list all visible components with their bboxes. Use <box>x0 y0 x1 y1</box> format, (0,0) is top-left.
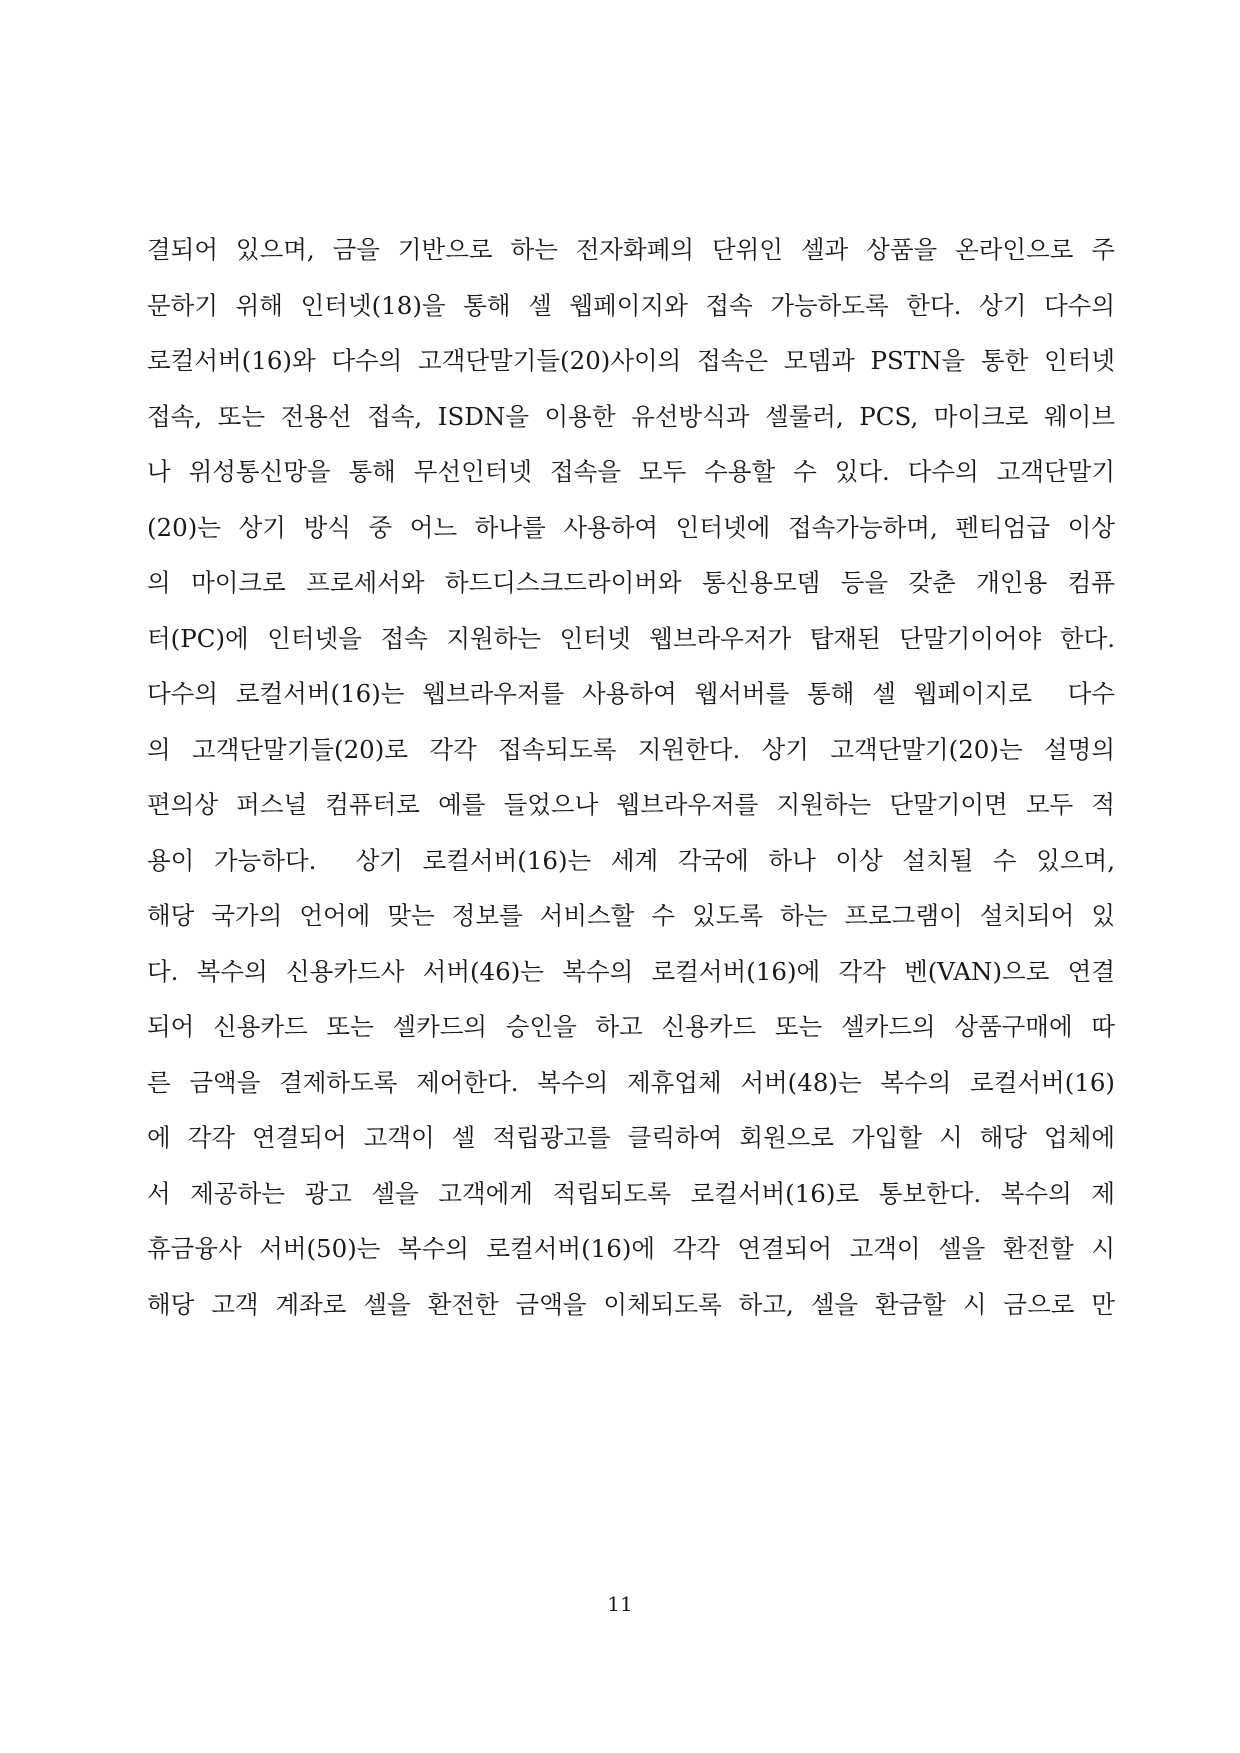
text-line: 른 금액을 결제하도록 제어한다. 복수의 제휴업체 서버(48)는 복수의 로컬서버(16) <box>147 1067 1115 1097</box>
text-line: 의 고객단말기들(20)로 각각 접속되도록 지원한다. 상기 고객단말기(20)는 설명의 <box>147 734 1115 764</box>
text-line: 휴금융사 서버(50)는 복수의 로컬서버(16)에 각각 연결되어 고객이 셀을 환전할 시 <box>147 1234 1115 1263</box>
body-text <box>147 222 1115 1332</box>
text-line: 로컬서버(16)와 다수의 고객단말기들(20)사이의 접속은 모뎀과 PSTN을 통한 인터넷 <box>147 346 1115 375</box>
text-line: 서 제공하는 광고 셀을 고객에게 적립되도록 로컬서버(16)로 통보한다. 복수의 제 <box>147 1178 1115 1208</box>
text-line: 접속, 또는 전용선 접속, ISDN을 이용한 유선방식과 셀룰러, PCS, 마이크로 웨이브 <box>147 401 1115 431</box>
text-line: 해당 고객 계좌로 셀을 환전한 금액을 이체되도록 하고, 셀을 환금할 시 금으로 만 <box>147 1289 1115 1319</box>
text-line: 편의상 퍼스널 컴퓨터로 예를 들었으나 웹브라우저를 지원하는 단말기이면 모두 적 <box>147 790 1115 819</box>
text-line: 다수의 로컬서버(16)는 웹브라우저를 사용하여 웹서버를 통해 셀 웹페이지로 다수 <box>147 679 1115 708</box>
text-line: 다. 복수의 신용카드사 서버(46)는 복수의 로컬서버(16)에 각각 벤(VAN)으로 연결 <box>147 956 1115 986</box>
text-line: 되어 신용카드 또는 셀카드의 승인을 하고 신용카드 또는 셀카드의 상품구매에 따 <box>147 1012 1115 1041</box>
text-line: 결되어 있으며, 금을 기반으로 하는 전자화폐의 단위인 셀과 상품을 온라인으로 주 <box>147 235 1115 264</box>
page-number: 11 <box>607 1592 633 1616</box>
text-line: 문하기 위해 인터넷(18)을 통해 셀 웹페이지와 접속 가능하도록 한다. 상기 다수의 <box>147 290 1115 320</box>
text-line: 나 위성통신망을 통해 무선인터넷 접속을 모두 수용할 수 있다. 다수의 고객단말기 <box>147 457 1115 486</box>
text-line: 용이 가능하다. 상기 로컬서버(16)는 세계 각국에 하나 이상 설치될 수 있으며, <box>147 845 1115 875</box>
text-line: 의 마이크로 프로세서와 하드디스크드라이버와 통신용모뎀 등을 갖춘 개인용 컴퓨 <box>147 568 1115 597</box>
text-line: (20)는 상기 방식 중 어느 하나를 사용하여 인터넷에 접속가능하며, 펜티엄급 이상 <box>147 512 1115 542</box>
text-line: 해당 국가의 언어에 맞는 정보를 서비스할 수 있도록 하는 프로그램이 설치되어 있 <box>147 901 1115 930</box>
text-line: 터(PC)에 인터넷을 접속 지원하는 인터넷 웹브라우저가 탑재된 단말기이어야 한다. <box>147 623 1115 653</box>
text-line: 에 각각 연결되어 고객이 셀 적립광고를 클릭하여 회원으로 가입할 시 해당 업체에 <box>147 1123 1115 1152</box>
